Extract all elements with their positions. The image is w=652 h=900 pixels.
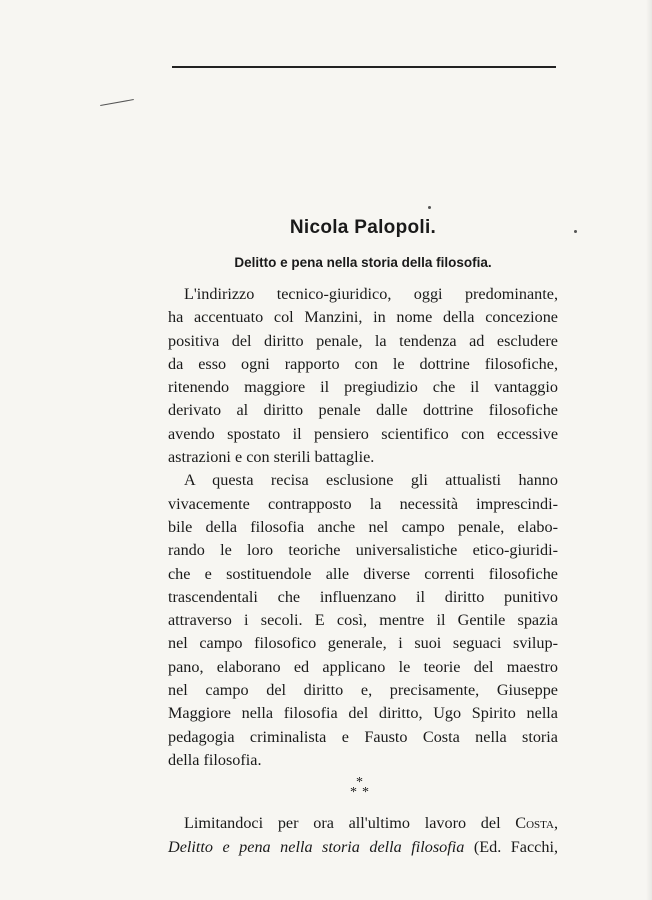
asterism-star: *	[350, 785, 357, 801]
paragraph-3	[168, 812, 558, 859]
text-line: avendo spostato il pensiero scientifico con eccessive	[168, 424, 558, 443]
article-title: Delitto e pena nella storia della filosofia.	[234, 255, 492, 270]
text-line: della filosofia.	[168, 750, 262, 769]
paragraph-2	[168, 469, 558, 772]
text-line: trascendentali che influenzano il diritto punitivo	[168, 587, 558, 606]
text-line	[168, 836, 558, 859]
text-line: pedagogia criminalista e Fausto Costa nella storia	[168, 727, 558, 746]
asterism-star: *	[356, 775, 363, 791]
text-line: rando le loro teoriche universalistiche etico-giuridi-	[168, 541, 558, 560]
section-asterism	[168, 772, 558, 812]
text-span: (Ed. Facchi,	[464, 837, 558, 856]
text-span: Limitandoci per ora all'ultimo lavoro del	[184, 814, 516, 833]
text-line: vivacemente contrapposto la necessità imprescindi-	[168, 494, 558, 513]
text-line: Maggiore nella filosofia del diritto, Ugo Spirito nella	[168, 704, 558, 723]
page-edge-shadow	[646, 0, 652, 900]
paragraph-1	[168, 283, 558, 469]
text-line: ha accentuato col Manzini, in nome della concezione	[168, 308, 558, 327]
text-line: bile della filosofia anche nel campo penale, elabo-	[168, 517, 558, 536]
body-text	[168, 283, 558, 859]
author-name-smallcaps: Costa	[515, 814, 554, 833]
text-line: astrazioni e con sterili battaglie.	[168, 448, 375, 467]
text-line	[168, 812, 558, 835]
text-line: derivato al diritto penale dalle dottrine filosofiche	[168, 401, 558, 420]
article-author: Nicola Palopoli.	[289, 217, 437, 238]
text-line: attraverso i secoli. E così, mentre il Gentile spazia	[168, 611, 558, 630]
margin-pencil-mark	[100, 99, 134, 106]
text-line: che e sostituendole alle diverse correnti filosofiche	[168, 564, 558, 583]
book-title-italic: Delitto e pena nella storia della filosofia	[168, 837, 465, 856]
ink-speck	[574, 230, 577, 233]
text-span: ,	[553, 814, 558, 833]
text-line: positiva del diritto penale, la tendenza ad escludere	[168, 331, 558, 350]
ink-speck	[428, 206, 431, 209]
text-line: nel campo del diritto e, precisamente, Giuseppe	[168, 681, 558, 700]
text-line: pano, elaborano ed applicano le teorie del maestro	[168, 657, 558, 676]
header-rule	[172, 66, 556, 68]
text-line: ritenendo maggiore il pregiudizio che il vantaggio	[168, 378, 558, 397]
text-line: L'indirizzo tecnico-giuridico, oggi predominante,	[184, 285, 558, 303]
text-line: A questa recisa esclusione gli attualisti hanno	[184, 471, 558, 490]
text-line: nel campo filosofico generale, i suoi seguaci svilup-	[168, 634, 558, 653]
asterism-star: *	[362, 785, 369, 801]
text-line: da esso ogni rapporto con le dottrine filosofiche,	[168, 354, 558, 373]
